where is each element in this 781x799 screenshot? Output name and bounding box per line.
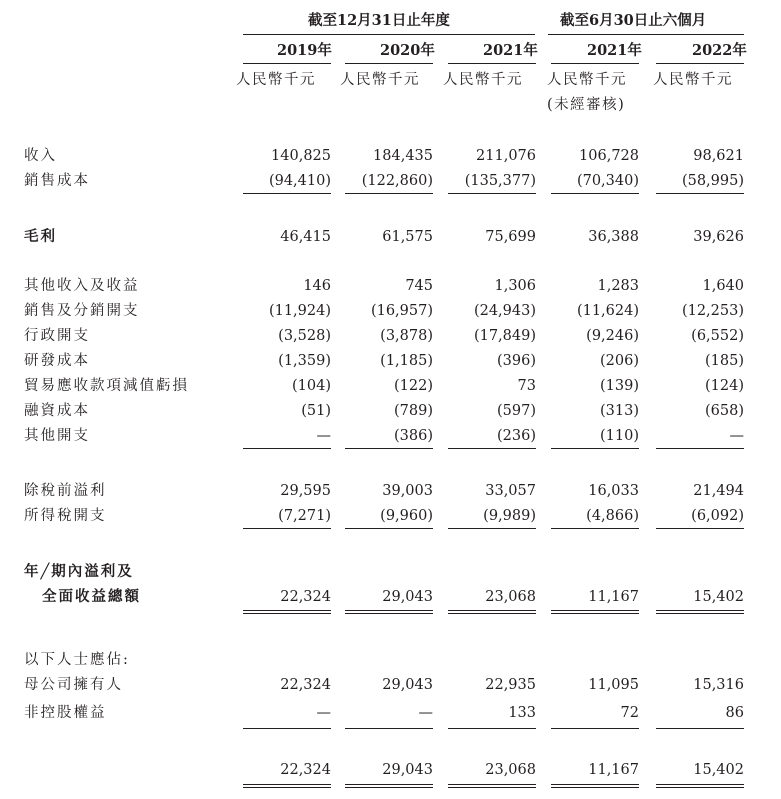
total-double-rule [551, 613, 639, 614]
unit-label: 人民幣千元 [653, 72, 733, 88]
value-cell: 133 [508, 705, 536, 721]
row-label-profit-line1: 年╱期內溢利及 [24, 563, 134, 580]
subtotal-rule [243, 193, 331, 194]
header-half-group: 截至6月30日止六個月 [560, 12, 707, 29]
value-cell: (94,410) [268, 173, 331, 189]
subtotal-rule [551, 728, 639, 729]
value-cell: (124) [705, 378, 744, 394]
total-double-rule [243, 610, 331, 611]
row-label-income-tax: 所得稅開支 [24, 508, 107, 524]
value-cell: (658) [705, 403, 744, 419]
value-cell: — [418, 705, 433, 721]
value-cell: — [316, 428, 331, 444]
subtotal-rule [448, 193, 536, 194]
value-cell: 29,595 [280, 483, 331, 499]
value-cell: 46,415 [280, 229, 331, 245]
value-cell: 39,626 [693, 229, 744, 245]
year-2021-half: 2021年 [587, 42, 642, 59]
value-cell: (789) [394, 403, 433, 419]
value-cell: 21,494 [693, 483, 744, 499]
value-cell: (1,185) [380, 353, 433, 369]
year-2022-half: 2022年 [692, 42, 747, 59]
total-double-rule [448, 784, 536, 785]
row-label-profit-line2: 全面收益總額 [42, 588, 141, 605]
value-cell: 29,043 [382, 589, 433, 605]
subtotal-rule [448, 728, 536, 729]
value-cell: 36,388 [588, 229, 639, 245]
value-cell: 11,167 [588, 762, 639, 778]
row-label-profit-before-tax: 除稅前溢利 [24, 483, 107, 499]
value-cell: (9,246) [586, 328, 639, 344]
value-cell: 33,057 [485, 483, 536, 499]
total-double-rule [656, 610, 744, 611]
row-label-finance-costs: 融資成本 [24, 403, 90, 419]
row-label-cost-of-sales: 銷售成本 [24, 173, 90, 189]
value-cell: (396) [497, 353, 536, 369]
subtotal-rule [551, 193, 639, 194]
value-cell: (236) [497, 428, 536, 444]
value-cell: 146 [303, 278, 331, 294]
value-cell: (597) [497, 403, 536, 419]
value-cell: 86 [725, 705, 744, 721]
row-label-impairment: 貿易應收款項減值虧損 [24, 378, 189, 394]
total-double-rule [448, 610, 536, 611]
row-label-nci: 非控股權益 [24, 705, 107, 721]
total-double-rule [345, 610, 433, 611]
value-cell: 16,033 [588, 483, 639, 499]
subtotal-rule [448, 448, 536, 449]
value-cell: 75,699 [485, 229, 536, 245]
value-cell: 1,306 [494, 278, 536, 294]
value-cell: (11,924) [268, 303, 331, 319]
year-rule [243, 63, 331, 64]
value-cell: (3,528) [278, 328, 331, 344]
value-cell: 11,167 [588, 589, 639, 605]
value-cell: 140,825 [271, 148, 331, 164]
value-cell: (122,860) [361, 173, 433, 189]
value-cell: 1,283 [597, 278, 639, 294]
year-rule [551, 63, 639, 64]
value-cell: 11,095 [588, 677, 639, 693]
total-double-rule [551, 787, 639, 788]
value-cell: (7,271) [278, 508, 331, 524]
value-cell: 22,324 [280, 762, 331, 778]
subtotal-rule [345, 728, 433, 729]
value-cell: 39,003 [382, 483, 433, 499]
value-cell: 72 [620, 705, 639, 721]
value-cell: (70,340) [576, 173, 639, 189]
subtotal-rule [656, 448, 744, 449]
subtotal-rule [345, 528, 433, 529]
value-cell: 106,728 [579, 148, 639, 164]
year-rule [656, 63, 744, 64]
value-cell: (58,995) [681, 173, 744, 189]
row-label-gross-profit: 毛利 [24, 228, 57, 245]
value-cell: (206) [600, 353, 639, 369]
subtotal-rule [243, 528, 331, 529]
value-cell: (3,878) [380, 328, 433, 344]
value-cell: 211,076 [476, 148, 536, 164]
value-cell: — [316, 705, 331, 721]
subtotal-rule [243, 728, 331, 729]
subtotal-rule [345, 193, 433, 194]
value-cell: (17,849) [473, 328, 536, 344]
total-double-rule [345, 787, 433, 788]
row-label-other-expenses: 其他開支 [24, 428, 90, 444]
subtotal-rule [448, 528, 536, 529]
value-cell: (9,960) [380, 508, 433, 524]
value-cell: 22,324 [280, 589, 331, 605]
value-cell: (51) [301, 403, 331, 419]
subtotal-rule [656, 193, 744, 194]
row-label-attributable: 以下人士應佔: [24, 652, 130, 668]
row-label-owners: 母公司擁有人 [24, 677, 123, 693]
unit-label: 人民幣千元 [547, 72, 627, 88]
year-2020: 2020年 [380, 42, 435, 59]
value-cell: (139) [600, 378, 639, 394]
row-label-other-income: 其他收入及收益 [24, 278, 140, 294]
value-cell: (4,866) [586, 508, 639, 524]
total-double-rule [345, 784, 433, 785]
subtotal-rule [551, 448, 639, 449]
value-cell: (24,943) [473, 303, 536, 319]
value-cell: (1,359) [278, 353, 331, 369]
value-cell: (386) [394, 428, 433, 444]
value-cell: (6,552) [691, 328, 744, 344]
year-rule [448, 63, 536, 64]
subtotal-rule [551, 528, 639, 529]
value-cell: 1,640 [702, 278, 744, 294]
value-cell: 184,435 [373, 148, 433, 164]
subtotal-rule [243, 448, 331, 449]
header-rule-half [548, 34, 744, 35]
value-cell: 15,402 [693, 589, 744, 605]
value-cell: — [729, 428, 744, 444]
value-cell: 22,935 [485, 677, 536, 693]
total-double-rule [656, 613, 744, 614]
total-double-rule [656, 784, 744, 785]
row-label-admin-expenses: 行政開支 [24, 328, 90, 344]
total-double-rule [551, 610, 639, 611]
value-cell: 73 [517, 378, 536, 394]
value-cell: 745 [405, 278, 433, 294]
row-label-rd-costs: 研發成本 [24, 353, 90, 369]
value-cell: 23,068 [485, 762, 536, 778]
unit-label: 人民幣千元 [340, 72, 420, 88]
value-cell: (313) [600, 403, 639, 419]
total-double-rule [345, 613, 433, 614]
year-rule [345, 63, 433, 64]
unit-label: 人民幣千元 [236, 72, 316, 88]
header-year-group: 截至12月31日止年度 [308, 12, 450, 29]
value-cell: 29,043 [382, 762, 433, 778]
value-cell: (104) [292, 378, 331, 394]
total-double-rule [551, 784, 639, 785]
unaudited-note: (未經審核) [547, 97, 626, 113]
value-cell: (12,253) [681, 303, 744, 319]
total-double-rule [448, 613, 536, 614]
total-double-rule [243, 787, 331, 788]
value-cell: (122) [394, 378, 433, 394]
value-cell: 15,402 [693, 762, 744, 778]
value-cell: 61,575 [382, 229, 433, 245]
year-2019: 2019年 [277, 42, 332, 59]
value-cell: (135,377) [464, 173, 536, 189]
total-double-rule [448, 787, 536, 788]
value-cell: (110) [600, 428, 639, 444]
value-cell: 23,068 [485, 589, 536, 605]
row-label-revenue: 收入 [24, 148, 57, 164]
value-cell: (6,092) [691, 508, 744, 524]
total-double-rule [243, 784, 331, 785]
value-cell: 98,621 [693, 148, 744, 164]
value-cell: (9,989) [483, 508, 536, 524]
subtotal-rule [656, 728, 744, 729]
subtotal-rule [656, 528, 744, 529]
value-cell: (185) [705, 353, 744, 369]
year-2021: 2021年 [483, 42, 538, 59]
value-cell: 15,316 [693, 677, 744, 693]
total-double-rule [243, 613, 331, 614]
subtotal-rule [345, 448, 433, 449]
total-double-rule [656, 787, 744, 788]
unit-label: 人民幣千元 [443, 72, 523, 88]
value-cell: (11,624) [576, 303, 639, 319]
header-rule-year [243, 34, 535, 35]
row-label-selling-expenses: 銷售及分銷開支 [24, 303, 140, 319]
value-cell: 29,043 [382, 677, 433, 693]
value-cell: (16,957) [370, 303, 433, 319]
value-cell: 22,324 [280, 677, 331, 693]
